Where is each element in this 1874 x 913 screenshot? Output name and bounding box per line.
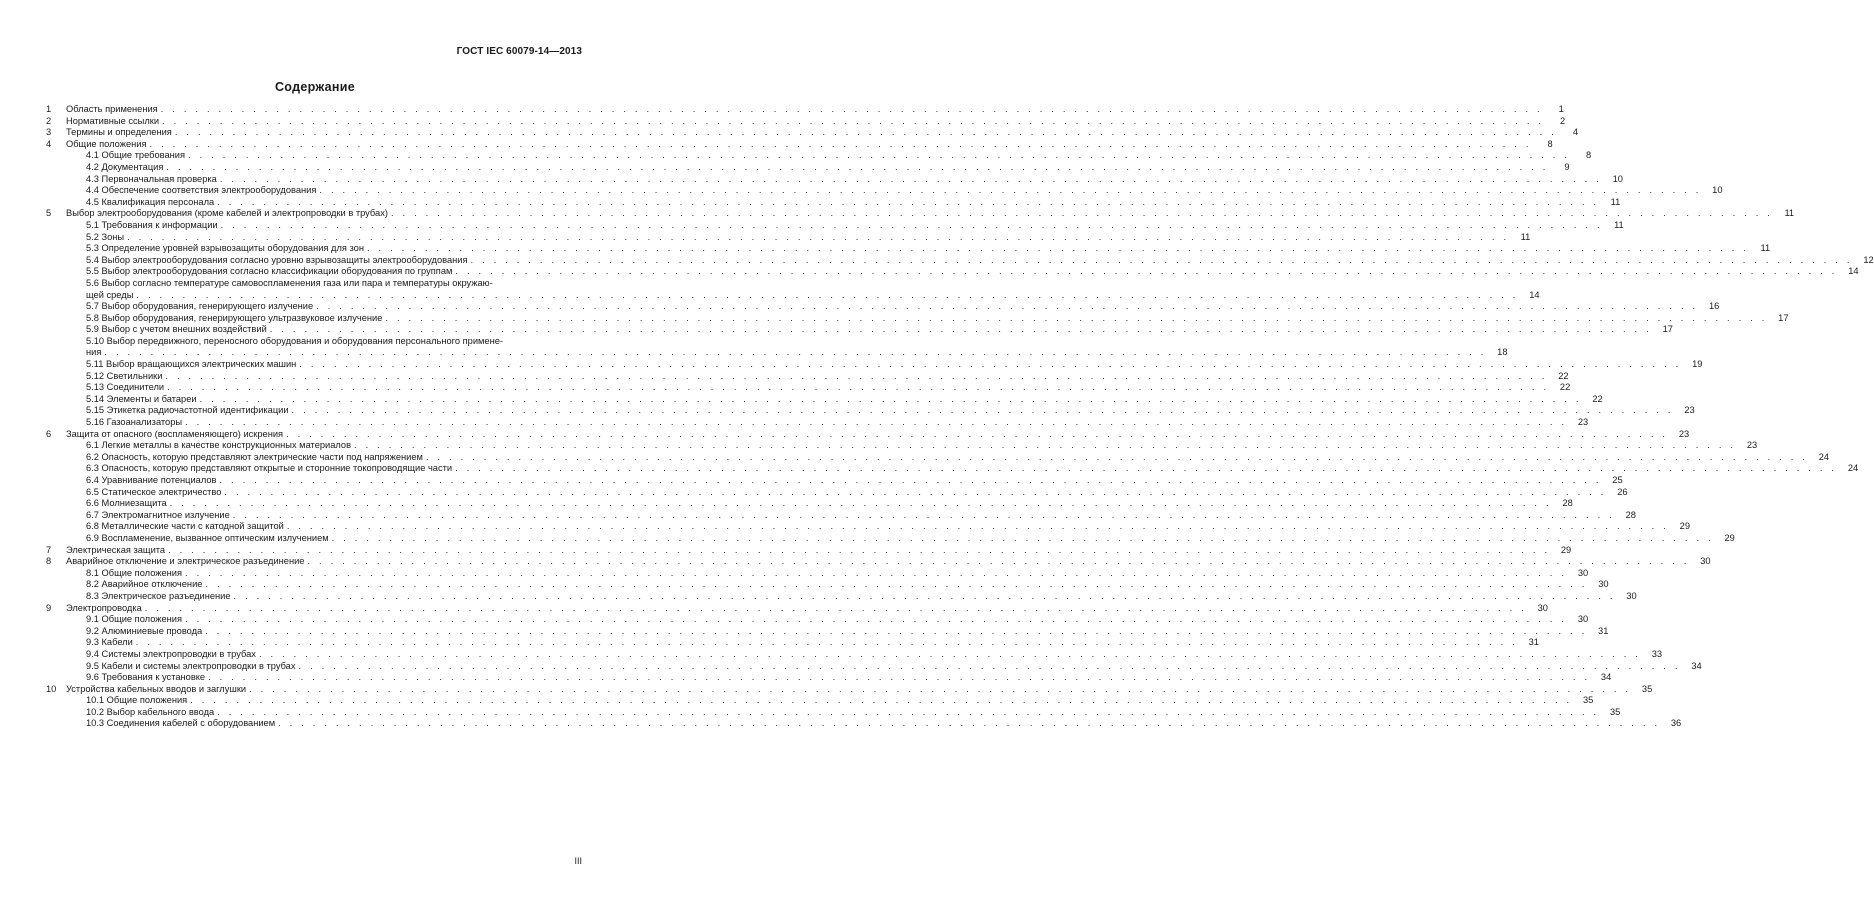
toc-entry-title: Устройства кабельных вводов и заглушки bbox=[66, 683, 247, 694]
toc-entry[interactable] bbox=[46, 637, 1539, 649]
toc-entry[interactable] bbox=[46, 544, 1572, 557]
toc-entry-page: 1 bbox=[1558, 104, 1564, 114]
toc-entry-title: Область применения bbox=[66, 104, 158, 114]
dot-leader: . . . . . . . . . . . . . . . . . . . . . . . . . . . . . . . . . . . . . . . . . . . . . . . . . . . . . . . . . . . . . . . . . . . . . . . . . . . . . . . . . . . . . . . . . . . . . . . . . . . . . . . . . . . . . . . . . . . . . . . . bbox=[185, 567, 1568, 578]
toc-entry[interactable] bbox=[46, 509, 1636, 522]
toc-entry[interactable] bbox=[46, 556, 1711, 568]
toc-entry[interactable] bbox=[46, 451, 1830, 464]
dot-leader: . . . . . . . . . . . . . . . . . . . . . . . . . . . . . . . . . . . . . . . . . . . . . . . . . . . . . . . . . . . . . . . . . . . . . . . . . . . . . . . . . . . . . . . . . . . . . . . . . . . . . . . . . . . . . . . . . . . . . . . . bbox=[188, 150, 1571, 161]
toc-entry-title: 6.5 Статическое электричество bbox=[86, 486, 222, 497]
toc-entry[interactable] bbox=[46, 440, 1758, 452]
toc-entry-title: 5.5 Выбор электрооборудования согласно классификации оборудования по группам bbox=[86, 266, 453, 277]
toc-entry-page: 30 bbox=[1577, 567, 1589, 578]
toc-entry[interactable] bbox=[46, 104, 1564, 116]
dot-leader: . . . . . . . . . . . . . . . . . . . . . . . . . . . . . . . . . . . . . . . . . . . . . . . . . . . . . . . . . . . . . . . . . . . . . . . . . . . . . . . . . . . . . . . . . . . . . . . . . . . . . . . . . . . . . . . . . . . . . . . . bbox=[169, 498, 1552, 509]
toc-entry[interactable] bbox=[46, 115, 1566, 128]
toc-entry[interactable] bbox=[46, 602, 1548, 615]
toc-entry-title-continued: ния bbox=[86, 347, 102, 358]
toc-entry-page: 28 bbox=[1562, 498, 1573, 509]
toc-entry[interactable] bbox=[46, 335, 1508, 359]
toc-entry-page: 11 bbox=[1760, 243, 1771, 254]
toc-entry-title: 6.6 Молниезащита bbox=[86, 498, 167, 509]
dot-leader: . . . . . . . . . . . . . . . . . . . . . . . . . . . . . . . . . . . . . . . . . . . . . . . . . . . . . . . . . . . . . . . . . . . . . . . . . . . . . . . . . . . . . . . . . . . . . . . . . . . . . . . . . . . . . . . . . . . . . . . . bbox=[299, 359, 1682, 370]
toc-entry-page: 34 bbox=[1600, 672, 1612, 683]
dot-leader: . . . . . . . . . . . . . . . . . . . . . . . . . . . . . . . . . . . . . . . . . . . . . . . . . . . . . . . . . . . . . . . . . . . . . . . . . . . . . . . . . . . . . . . . . . . . . . . . . . . . . . . . . . . . . . . . . . . . . . . . bbox=[233, 590, 1616, 601]
toc-entry[interactable] bbox=[46, 683, 1653, 696]
toc-entry-page: 17 bbox=[1662, 324, 1673, 335]
toc-entry-page: 19 bbox=[1692, 359, 1703, 370]
dot-leader: . . . . . . . . . . . . . . . . . . . . . . . . . . . . . . . . . . . . . . . . . . . . . . . . . . . . . . . . . . . . . . . . . . . . . . . . . . . . . . . . . . . . . . . . . . . . . . . . . . . . . . . . . . . . . . . . . . . . . . . . bbox=[269, 324, 1652, 335]
dot-leader: . . . . . . . . . . . . . . . . . . . . . . . . . . . . . . . . . . . . . . . . . . . . . . . . . . . . . . . . . . . . . . . . . . . . . . . . . . . . . . . . . . . . . . . . . . . . . . . . . . . . . . . . . . . . . . . . . . . . . . . . bbox=[291, 405, 1674, 416]
toc-entry-page: 36 bbox=[1670, 718, 1682, 729]
toc-entry-page: 18 bbox=[1497, 347, 1508, 358]
toc-entry-title: 9.3 Кабели bbox=[86, 637, 133, 648]
dot-leader: . . . . . . . . . . . . . . . . . . . . . . . . . . . . . . . . . . . . . . . . . . . . . . . . . . . . . . . . . . . . . . . . . . . . . . . . . . . . . . . . . . . . . . . . . . . . . . . . . . . . . . . . . . . . . . . . . . . . . . . . bbox=[258, 648, 1642, 659]
toc-entry-page: 11 bbox=[1784, 208, 1795, 219]
dot-leader: . . . . . . . . . . . . . . . . . . . . . . . . . . . . . . . . . . . . . . . . . . . . . . . . . . . . . . . . . . . . . . . . . . . . . . . . . . . . . . . . . . . . . . . . . . . . . . . . . . . . . . . . . . . . . . . . . . . . . . . . bbox=[205, 625, 1588, 636]
toc-entry-number: 1 bbox=[46, 104, 52, 114]
toc-entry-number: 7 bbox=[46, 544, 52, 555]
toc-entry-page: 24 bbox=[1847, 463, 1859, 474]
toc-entry-page: 11 bbox=[1520, 231, 1531, 242]
toc-entry-title: 9.2 Алюминиевые провода bbox=[86, 625, 203, 636]
toc-entry-page: 31 bbox=[1598, 625, 1609, 636]
dot-leader: . . . . . . . . . . . . . . . . . . . . . . . . . . . . . . . . . . . . . . . . . . . . . . . . . . . . . . . . . . . . . . . . . . . . . . . . . . . . . . . . . . . . . . . . . . . . . . . . . . . . . . . . . . . . . . . . . . . . . . . . bbox=[455, 463, 1838, 474]
toc-entry[interactable] bbox=[46, 521, 1690, 533]
toc-entry-title: 10.1 Общие положения bbox=[86, 695, 188, 706]
toc-entry-page: 23 bbox=[1746, 440, 1758, 451]
page-number: III bbox=[574, 856, 582, 866]
toc-entry[interactable] bbox=[46, 672, 1612, 684]
dot-leader: . . . . . . . . . . . . . . . . . . . . . . . . . . . . . . . . . . . . . . . . . . . . . . . . . . . . . . . . . . . . . . . . . . . . . . . . . . . . . . . . . . . . . . . . . . . . . . . . . . . . . . . . . . . . . . . . . . . . . . . . bbox=[217, 706, 1600, 717]
toc-entry-number: 8 bbox=[46, 556, 52, 567]
toc-entry[interactable] bbox=[46, 370, 1569, 383]
toc-entry-title: 4.5 Квалификация персонала bbox=[86, 196, 215, 207]
toc-entry[interactable] bbox=[46, 312, 1789, 325]
toc-entry[interactable] bbox=[46, 590, 1637, 603]
toc-entry-title: Нормативные ссылки bbox=[66, 115, 160, 126]
dot-leader: . . . . . . . . . . . . . . . . . . . . . . . . . . . . . . . . . . . . . . . . . . . . . . . . . . . . . . . . . . . . . . . . . . . . . . . . . . . . . . . . . . . . . . . . . . . . . . . . . . . . . . . . . . . . . . . . . . . . . . . . bbox=[174, 127, 1557, 138]
toc-entry[interactable] bbox=[46, 498, 1573, 510]
dot-leader: . . . . . . . . . . . . . . . . . . . . . . . . . . . . . . . . . . . . . . . . . . . . . . . . . . . . . . . . . . . . . . . . . . . . . . . . . . . . . . . . . . . . . . . . . . . . . . . . . . . . . . . . . . . . . . . . . . . . . . . . bbox=[190, 695, 1573, 706]
toc-entry-number: 2 bbox=[46, 115, 52, 126]
dot-leader: . . . . . . . . . . . . . . . . . . . . . . . . . . . . . . . . . . . . . . . . . . . . . . . . . . . . . . . . . . . . . . . . . . . . . . . . . . . . . . . . . . . . . . . . . . . . . . . . . . . . . . . . . . . . . . . . . . . . . . . . bbox=[470, 254, 1853, 265]
standard-code: ГОСТ IEC 60079-14—2013 bbox=[456, 46, 582, 57]
toc-entry[interactable] bbox=[46, 382, 1571, 394]
toc-entry[interactable] bbox=[46, 208, 1795, 220]
toc-entry-title: 5.9 Выбор с учетом внешних воздействий bbox=[86, 324, 267, 335]
dot-leader: . . . . . . . . . . . . . . . . . . . . . . . . . . . . . . . . . . . . . . . . . . . . . . . . . . . . . . . . . . . . . . . . . . . . . . . . . . . . . . . . . . . . . . . . . . . . . . . . . . . . . . . . . . . . . . . . . . . . . . . . bbox=[249, 683, 1632, 694]
toc-entry-title: 4.1 Общие требования bbox=[86, 150, 186, 161]
toc-entry[interactable] bbox=[46, 648, 1663, 661]
toc-entry-page: 30 bbox=[1700, 556, 1711, 567]
dot-leader: . . . . . . . . . . . . . . . . . . . . . . . . . . . . . . . . . . . . . . . . . . . . . . . . . . . . . . . . . . . . . . . . . . . . . . . . . . . . . . . . . . . . . . . . . . . . . . . . . . . . . . . . . . . . . . . . . . . . . . . . bbox=[286, 521, 1669, 532]
toc-entry[interactable] bbox=[46, 706, 1621, 719]
toc-entry-title: 9.1 Общие положения bbox=[86, 614, 183, 625]
toc-entry-page: 11 bbox=[1610, 196, 1621, 207]
toc-entry[interactable] bbox=[46, 567, 1589, 580]
toc-entry-title: 9.5 Кабели и системы электропроводки в трубах bbox=[86, 660, 296, 671]
toc-entry-page: 22 bbox=[1558, 370, 1569, 381]
toc-entry-title: 6.2 Опасность, которую представляют электрические части под напряжением bbox=[86, 451, 423, 462]
toc-entry-page: 8 bbox=[1585, 150, 1592, 161]
toc-entry-page: 11 bbox=[1614, 219, 1624, 230]
toc-entry[interactable] bbox=[46, 695, 1594, 707]
toc-entry-number: 3 bbox=[46, 127, 52, 138]
toc-entry[interactable] bbox=[46, 161, 1570, 174]
dot-leader: . . . . . . . . . . . . . . . . . . . . . . . . . . . . . . . . . . . . . . . . . . . . . . . . . . . . . . . . . . . . . . . . . . . . . . . . . . . . . . . . . . . . . . . . . . . . . . . . . . . . . . . . . . . . . . . . . . . . . . . . bbox=[185, 614, 1568, 625]
toc-entry[interactable] bbox=[46, 532, 1735, 545]
toc-entry[interactable] bbox=[46, 277, 1540, 301]
dot-leader: . . . . . . . . . . . . . . . . . . . . . . . . . . . . . . . . . . . . . . . . . . . . . . . . . . . . . . . . . . . . . . . . . . . . . . . . . . . . . . . . . . . . . . . . . . . . . . . . . . . . . . . . . . . . . . . . . . . . . . . . bbox=[319, 185, 1702, 196]
dot-leader: . . . . . . . . . . . . . . . . . . . . . . . . . . . . . . . . . . . . . . . . . . . . . . . . . . . . . . . . . . . . . . . . . . . . . . . . . . . . . . . . . . . . . . . . . . . . . . . . . . . . . . . . . . . . . . . . . . . . . . . . bbox=[135, 637, 1518, 648]
toc-entry-page: 2 bbox=[1560, 115, 1566, 126]
dot-leader: . . . . . . . . . . . . . . . . . . . . . . . . . . . . . . . . . . . . . . . . . . . . . . . . . . . . . . . . . . . . . . . . . . . . . . . . . . . . . . . . . . . . . . . . . . . . . . . . . . . . . . . . . . . . . . . . . . . . . . . . bbox=[425, 451, 1809, 462]
dot-leader: . . . . . . . . . . . . . . . . . . . . . . . . . . . . . . . . . . . . . . . . . . . . . . . . . . . . . . . . . . . . . . . . . . . . . . . . . . . . . . . . . . . . . . . . . . . . . . . . . . . . . . . . . . . . . . . . . . . . . . . . bbox=[199, 393, 1582, 404]
dot-leader: . . . . . . . . . . . . . . . . . . . . . . . . . . . . . . . . . . . . . . . . . . . . . . . . . . . . . . . . . . . . . . . . . . . . . . . . . . . . . . . . . . . . . . . . . . . . . . . . . . . . . . . . . . . . . . . . . . . . . . . . bbox=[219, 173, 1602, 184]
toc-entry-title: Аварийное отключение и электрическое разъединение bbox=[66, 556, 305, 567]
toc-entry-number: 5 bbox=[46, 208, 52, 219]
toc-entry-title: 5.12 Светильники bbox=[86, 370, 163, 381]
dot-leader: . . . . . . . . . . . . . . . . . . . . . . . . . . . . . . . . . . . . . . . . . . . . . . . . . . . . . . . . . . . . . . . . . . . . . . . . . . . . . . . . . . . . . . . . . . . . . . . . . . . . . . . . . . . . . . . . . . . . . . . . bbox=[127, 231, 1510, 242]
toc-entry-page: 35 bbox=[1609, 706, 1621, 717]
dot-leader: . . . . . . . . . . . . . . . . . . . . . . . . . . . . . . . . . . . . . . . . . . . . . . . . . . . . . . . . . . . . . . . . . . . . . . . . . . . . . . . . . . . . . . . . . . . . . . . . . . . . . . . . . . . . . . . . . . . . . . . . bbox=[208, 672, 1591, 683]
toc-entry-title: 6.1 Легкие металлы в качестве конструкционных материалов bbox=[86, 440, 352, 451]
toc-entry-page: 22 bbox=[1592, 393, 1603, 404]
toc-entry-page: 16 bbox=[1708, 301, 1720, 312]
dot-leader: . . . . . . . . . . . . . . . . . . . . . . . . . . . . . . . . . . . . . . . . . . . . . . . . . . . . . . . . . . . . . . . . . . . . . . . . . . . . . . . . . . . . . . . . . . . . . . . . . . . . . . . . . . . . . . . . . . . . . . . . bbox=[354, 440, 1737, 451]
toc-entry-title: 6.3 Опасность, которую представляют открытые и сторонние токопроводящие части bbox=[86, 463, 453, 474]
toc-entry-title: 5.3 Определение уровней взрывозащиты оборудования для зон bbox=[86, 243, 364, 254]
toc-entry-title: 4.4 Обеспечение соответствия электрооборудования bbox=[86, 185, 317, 196]
toc-entry-title-continued: щей среды bbox=[86, 289, 134, 300]
dot-leader: . . . . . . . . . . . . . . . . . . . . . . . . . . . . . . . . . . . . . . . . . . . . . . . . . . . . . . . . . . . . . . . . . . . . . . . . . . . . . . . . . . . . . . . . . . . . . . . . . . . . . . . . . . . . . . . . . . . . . . . . bbox=[162, 115, 1545, 126]
toc-entry-title: Общие положения bbox=[66, 138, 147, 149]
toc-entry-page: 24 bbox=[1818, 451, 1830, 462]
toc-entry-page: 10 bbox=[1612, 173, 1623, 184]
toc-entry-page: 34 bbox=[1691, 660, 1702, 671]
toc-entry-page: 25 bbox=[1612, 475, 1623, 485]
toc-entry[interactable] bbox=[46, 196, 1621, 209]
toc-entry-page: 30 bbox=[1537, 602, 1548, 613]
toc-entry-page: 8 bbox=[1547, 138, 1553, 149]
toc-entry-number: 6 bbox=[46, 428, 52, 439]
dot-leader: . . . . . . . . . . . . . . . . . . . . . . . . . . . . . . . . . . . . . . . . . . . . . . . . . . . . . . . . . . . . . . . . . . . . . . . . . . . . . . . . . . . . . . . . . . . . . . . . . . . . . . . . . . . . . . . . . . . . . . . . bbox=[104, 347, 1487, 358]
dot-leader: . . . . . . . . . . . . . . . . . . . . . . . . . . . . . . . . . . . . . . . . . . . . . . . . . . . . . . . . . . . . . . . . . . . . . . . . . . . . . . . . . . . . . . . . . . . . . . . . . . . . . . . . . . . . . . . . . . . . . . . . bbox=[219, 475, 1602, 485]
toc-entry-page: 22 bbox=[1559, 382, 1571, 393]
toc-entry-title: Выбор электрооборудования (кроме кабелей и электропроводки в трубах) bbox=[66, 208, 388, 219]
toc-entry[interactable] bbox=[46, 614, 1589, 626]
dot-leader: . . . . . . . . . . . . . . . . . . . . . . . . . . . . . . . . . . . . . . . . . . . . . . . . . . . . . . . . . . . . . . . . . . . . . . . . . . . . . . . . . . . . . . . . . . . . . . . . . . . . . . . . . . . . . . . . . . . . . . . . bbox=[220, 219, 1603, 230]
toc-entry-number: 9 bbox=[46, 602, 52, 613]
dot-leader: . . . . . . . . . . . . . . . . . . . . . . . . . . . . . . . . . . . . . . . . . . . . . . . . . . . . . . . . . . . . . . . . . . . . . . . . . . . . . . . . . . . . . . . . . . . . . . . . . . . . . . . . . . . . . . . . . . . . . . . . bbox=[136, 289, 1519, 300]
toc-entry-title: Электропроводка bbox=[66, 602, 142, 613]
dot-leader: . . . . . . . . . . . . . . . . . . . . . . . . . . . . . . . . . . . . . . . . . . . . . . . . . . . . . . . . . . . . . . . . . . . . . . . . . . . . . . . . . . . . . . . . . . . . . . . . . . . . . . . . . . . . . . . . . . . . . . . . bbox=[390, 208, 1774, 219]
toc-entry-title: 10.3 Соединения кабелей с оборудованием bbox=[86, 718, 276, 729]
toc-entry-title: 5.2 Зоны bbox=[86, 231, 125, 242]
toc-entry[interactable] bbox=[46, 301, 1720, 313]
toc-entry-title: 8.1 Общие положения bbox=[86, 567, 183, 578]
toc-entry[interactable] bbox=[46, 417, 1589, 429]
dot-leader: . . . . . . . . . . . . . . . . . . . . . . . . . . . . . . . . . . . . . . . . . . . . . . . . . . . . . . . . . . . . . . . . . . . . . . . . . . . . . . . . . . . . . . . . . . . . . . . . . . . . . . . . . . . . . . . . . . . . . . . . bbox=[205, 579, 1588, 590]
dot-leader: . . . . . . . . . . . . . . . . . . . . . . . . . . . . . . . . . . . . . . . . . . . . . . . . . . . . . . . . . . . . . . . . . . . . . . . . . . . . . . . . . . . . . . . . . . . . . . . . . . . . . . . . . . . . . . . . . . . . . . . . bbox=[160, 104, 1543, 114]
dot-leader: . . . . . . . . . . . . . . . . . . . . . . . . . . . . . . . . . . . . . . . . . . . . . . . . . . . . . . . . . . . . . . . . . . . . . . . . . . . . . . . . . . . . . . . . . . . . . . . . . . . . . . . . . . . . . . . . . . . . . . . . bbox=[144, 602, 1527, 613]
dot-leader: . . . . . . . . . . . . . . . . . . . . . . . . . . . . . . . . . . . . . . . . . . . . . . . . . . . . . . . . . . . . . . . . . . . . . . . . . . . . . . . . . . . . . . . . . . . . . . . . . . . . . . . . . . . . . . . . . . . . . . . . bbox=[168, 544, 1551, 555]
toc-entry-title: Термины и определения bbox=[66, 127, 172, 138]
toc-entry-page: 35 bbox=[1582, 695, 1594, 706]
toc-entry[interactable] bbox=[46, 393, 1603, 406]
toc-entry-title: 6.9 Воспламенение, вызванное оптическим излучением bbox=[86, 532, 329, 543]
toc-entry-title: 5.8 Выбор оборудования, генерирующего ультразвуковое излучение bbox=[86, 312, 383, 323]
dot-leader: . . . . . . . . . . . . . . . . . . . . . . . . . . . . . . . . . . . . . . . . . . . . . . . . . . . . . . . . . . . . . . . . . . . . . . . . . . . . . . . . . . . . . . . . . . . . . . . . . . . . . . . . . . . . . . . . . . . . . . . . bbox=[455, 266, 1838, 277]
toc-entry-title: Электрическая защита bbox=[66, 544, 166, 555]
toc-entry-page: 29 bbox=[1724, 532, 1735, 543]
dot-leader: . . . . . . . . . . . . . . . . . . . . . . . . . . . . . . . . . . . . . . . . . . . . . . . . . . . . . . . . . . . . . . . . . . . . . . . . . . . . . . . . . . . . . . . . . . . . . . . . . . . . . . . . . . . . . . . . . . . . . . . . bbox=[298, 660, 1681, 671]
toc-entry-page: 35 bbox=[1641, 683, 1653, 694]
toc-entry-page: 23 bbox=[1684, 405, 1695, 416]
toc-entry-title: 8.2 Аварийное отключение bbox=[86, 579, 203, 590]
toc-entry[interactable] bbox=[46, 231, 1531, 244]
toc-entry-title: 9.6 Требования к установке bbox=[86, 672, 206, 683]
toc-entry-title: 6.4 Уравнивание потенциалов bbox=[86, 475, 217, 485]
toc-entry-title: 4.2 Документация bbox=[86, 161, 164, 172]
toc-entry-title: 5.10 Выбор передвижного, переносного оборудования и оборудования персонального примене- bbox=[86, 335, 503, 346]
toc-entry-number: 10 bbox=[46, 683, 57, 694]
toc-entry[interactable] bbox=[46, 660, 1702, 673]
dot-leader: . . . . . . . . . . . . . . . . . . . . . . . . . . . . . . . . . . . . . . . . . . . . . . . . . . . . . . . . . . . . . . . . . . . . . . . . . . . . . . . . . . . . . . . . . . . . . . . . . . . . . . . . . . . . . . . . . . . . . . . . bbox=[224, 486, 1607, 497]
toc-entry[interactable] bbox=[46, 127, 1578, 139]
toc-entry-number: 4 bbox=[46, 138, 52, 149]
dot-leader: . . . . . . . . . . . . . . . . . . . . . . . . . . . . . . . . . . . . . . . . . . . . . . . . . . . . . . . . . . . . . . . . . . . . . . . . . . . . . . . . . . . . . . . . . . . . . . . . . . . . . . . . . . . . . . . . . . . . . . . . bbox=[385, 312, 1768, 323]
toc-entry-page: 17 bbox=[1778, 312, 1789, 323]
toc-entry-title: 5.7 Выбор оборудования, генерирующего излучение bbox=[86, 301, 314, 312]
toc-entry[interactable] bbox=[46, 486, 1628, 499]
toc-entry-page: 14 bbox=[1848, 266, 1859, 277]
toc-entry[interactable] bbox=[46, 173, 1623, 186]
toc-entry-page: 4 bbox=[1572, 127, 1578, 138]
toc-entry-title: 5.1 Требования к информации bbox=[86, 219, 218, 230]
dot-leader: . . . . . . . . . . . . . . . . . . . . . . . . . . . . . . . . . . . . . . . . . . . . . . . . . . . . . . . . . . . . . . . . . . . . . . . . . . . . . . . . . . . . . . . . . . . . . . . . . . . . . . . . . . . . . . . . . . . . . . . . bbox=[149, 138, 1532, 149]
page-title: Содержание bbox=[274, 80, 355, 94]
toc-entry-page: 23 bbox=[1678, 428, 1690, 439]
toc-entry-page: 14 bbox=[1529, 289, 1540, 300]
toc-entry-page: 28 bbox=[1625, 509, 1636, 520]
table-of-contents bbox=[46, 104, 1874, 730]
toc-entry-page: 29 bbox=[1560, 544, 1572, 555]
toc-entry-page: 9 bbox=[1564, 161, 1570, 172]
dot-leader: . . . . . . . . . . . . . . . . . . . . . . . . . . . . . . . . . . . . . . . . . . . . . . . . . . . . . . . . . . . . . . . . . . . . . . . . . . . . . . . . . . . . . . . . . . . . . . . . . . . . . . . . . . . . . . . . . . . . . . . . bbox=[366, 243, 1750, 254]
toc-entry[interactable] bbox=[46, 150, 1592, 162]
toc-entry[interactable] bbox=[46, 428, 1690, 441]
toc-entry-page: 12 bbox=[1863, 254, 1874, 265]
toc-entry[interactable] bbox=[46, 138, 1553, 151]
toc-entry[interactable] bbox=[46, 324, 1673, 336]
toc-entry[interactable] bbox=[46, 579, 1609, 591]
toc-entry-title: 5.15 Этикетка радиочастотной идентификации bbox=[86, 405, 289, 416]
toc-entry-page: 23 bbox=[1577, 417, 1589, 428]
toc-entry[interactable] bbox=[46, 219, 1624, 232]
dot-leader: . . . . . . . . . . . . . . . . . . . . . . . . . . . . . . . . . . . . . . . . . . . . . . . . . . . . . . . . . . . . . . . . . . . . . . . . . . . . . . . . . . . . . . . . . . . . . . . . . . . . . . . . . . . . . . . . . . . . . . . . bbox=[286, 428, 1669, 439]
toc-entry-title: 5.11 Выбор вращающихся электрических машин bbox=[86, 359, 297, 370]
toc-entry-page: 30 bbox=[1626, 590, 1637, 601]
toc-entry-title: 10.2 Выбор кабельного ввода bbox=[86, 706, 215, 717]
toc-entry[interactable] bbox=[46, 718, 1682, 730]
toc-entry-title: 5.4 Выбор электрооборудования согласно уровню взрывозащиты электрооборудования bbox=[86, 254, 468, 265]
toc-entry[interactable] bbox=[46, 475, 1623, 487]
dot-leader: . . . . . . . . . . . . . . . . . . . . . . . . . . . . . . . . . . . . . . . . . . . . . . . . . . . . . . . . . . . . . . . . . . . . . . . . . . . . . . . . . . . . . . . . . . . . . . . . . . . . . . . . . . . . . . . . . . . . . . . . bbox=[307, 556, 1690, 567]
dot-leader: . . . . . . . . . . . . . . . . . . . . . . . . . . . . . . . . . . . . . . . . . . . . . . . . . . . . . . . . . . . . . . . . . . . . . . . . . . . . . . . . . . . . . . . . . . . . . . . . . . . . . . . . . . . . . . . . . . . . . . . . bbox=[278, 718, 1661, 729]
toc-entry-title: 9.4 Системы электропроводки в трубах bbox=[86, 648, 256, 659]
dot-leader: . . . . . . . . . . . . . . . . . . . . . . . . . . . . . . . . . . . . . . . . . . . . . . . . . . . . . . . . . . . . . . . . . . . . . . . . . . . . . . . . . . . . . . . . . . . . . . . . . . . . . . . . . . . . . . . . . . . . . . . . bbox=[217, 196, 1600, 207]
toc-entry-title: 5.6 Выбор согласно температуре самовоспламенения газа или пара и температуры окружаю- bbox=[86, 277, 493, 288]
toc-entry[interactable] bbox=[46, 359, 1703, 371]
toc-entry-title: 6.7 Электромагнитное излучение bbox=[86, 509, 230, 520]
toc-entry[interactable] bbox=[46, 405, 1695, 417]
toc-entry-page: 29 bbox=[1679, 521, 1690, 532]
toc-entry[interactable] bbox=[46, 266, 1859, 278]
dot-leader: . . . . . . . . . . . . . . . . . . . . . . . . . . . . . . . . . . . . . . . . . . . . . . . . . . . . . . . . . . . . . . . . . . . . . . . . . . . . . . . . . . . . . . . . . . . . . . . . . . . . . . . . . . . . . . . . . . . . . . . . bbox=[185, 417, 1568, 428]
toc-entry-title: 4.3 Первоначальная проверка bbox=[86, 173, 217, 184]
toc-entry[interactable] bbox=[46, 254, 1874, 267]
toc-entry-page: 30 bbox=[1577, 614, 1589, 625]
toc-entry-page: 30 bbox=[1598, 579, 1609, 590]
toc-entry-title: Защита от опасного (воспламеняющего) искрения bbox=[66, 428, 284, 439]
toc-entry[interactable] bbox=[46, 463, 1859, 475]
dot-leader: . . . . . . . . . . . . . . . . . . . . . . . . . . . . . . . . . . . . . . . . . . . . . . . . . . . . . . . . . . . . . . . . . . . . . . . . . . . . . . . . . . . . . . . . . . . . . . . . . . . . . . . . . . . . . . . . . . . . . . . . bbox=[165, 370, 1548, 381]
toc-entry-title: 6.8 Металлические части с катодной защитой bbox=[86, 521, 284, 532]
toc-entry-page: 33 bbox=[1651, 648, 1663, 659]
toc-entry[interactable] bbox=[46, 185, 1723, 197]
toc-entry-title: 5.13 Соединители bbox=[86, 382, 165, 393]
toc-entry-page: 26 bbox=[1617, 486, 1628, 497]
toc-entry-page: 10 bbox=[1712, 185, 1723, 196]
toc-entry-title: 8.3 Электрическое разъединение bbox=[86, 590, 231, 601]
dot-leader: . . . . . . . . . . . . . . . . . . . . . . . . . . . . . . . . . . . . . . . . . . . . . . . . . . . . . . . . . . . . . . . . . . . . . . . . . . . . . . . . . . . . . . . . . . . . . . . . . . . . . . . . . . . . . . . . . . . . . . . . bbox=[166, 161, 1549, 172]
dot-leader: . . . . . . . . . . . . . . . . . . . . . . . . . . . . . . . . . . . . . . . . . . . . . . . . . . . . . . . . . . . . . . . . . . . . . . . . . . . . . . . . . . . . . . . . . . . . . . . . . . . . . . . . . . . . . . . . . . . . . . . . bbox=[331, 532, 1714, 543]
toc-entry[interactable] bbox=[46, 243, 1771, 255]
dot-leader: . . . . . . . . . . . . . . . . . . . . . . . . . . . . . . . . . . . . . . . . . . . . . . . . . . . . . . . . . . . . . . . . . . . . . . . . . . . . . . . . . . . . . . . . . . . . . . . . . . . . . . . . . . . . . . . . . . . . . . . . bbox=[316, 301, 1699, 312]
toc-entry-title: 5.16 Газоанализаторы bbox=[86, 417, 183, 428]
toc-entry[interactable] bbox=[46, 625, 1609, 638]
dot-leader: . . . . . . . . . . . . . . . . . . . . . . . . . . . . . . . . . . . . . . . . . . . . . . . . . . . . . . . . . . . . . . . . . . . . . . . . . . . . . . . . . . . . . . . . . . . . . . . . . . . . . . . . . . . . . . . . . . . . . . . . bbox=[167, 382, 1550, 393]
toc-entry-title: 5.14 Элементы и батареи bbox=[86, 393, 197, 404]
dot-leader: . . . . . . . . . . . . . . . . . . . . . . . . . . . . . . . . . . . . . . . . . . . . . . . . . . . . . . . . . . . . . . . . . . . . . . . . . . . . . . . . . . . . . . . . . . . . . . . . . . . . . . . . . . . . . . . . . . . . . . . . bbox=[232, 509, 1615, 520]
toc-entry-page: 31 bbox=[1528, 637, 1539, 648]
